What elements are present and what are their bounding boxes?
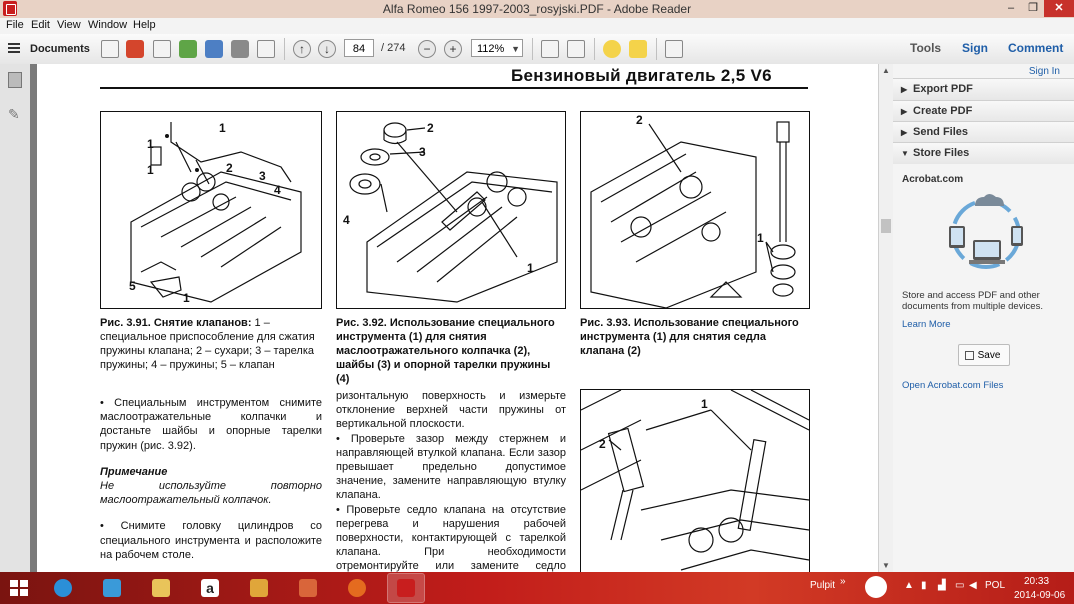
save-button[interactable] [958,344,1010,366]
volume-icon[interactable]: ◀ [969,580,977,591]
pdf-page [37,64,878,572]
attachment-icon[interactable]: ✎ [8,106,20,122]
edit-pdf-icon[interactable] [153,40,171,58]
fullscreen-icon[interactable] [665,40,683,58]
firefox-icon[interactable] [339,574,375,602]
menu-help[interactable]: Help [133,19,156,31]
note-text: Не используйте повторно маслоотражательный колпачок. [100,480,322,507]
signal-icon[interactable]: ▟ [938,580,946,591]
figure-3-91 [100,111,322,309]
maximize-button[interactable]: ❐ [1028,2,1038,14]
internet-explorer-icon[interactable] [45,574,81,602]
comment-bubble-icon[interactable] [603,40,621,58]
zoom-in-button[interactable]: + [444,40,462,58]
menu-window[interactable]: Window [88,19,128,31]
media-icon[interactable] [241,574,277,602]
sign-tab[interactable]: Sign [962,41,988,55]
paragraph: • Снимите головку цилиндров со специального инструмента и расположите на рабочем столе. [100,520,322,561]
chevron-down-icon: ▼ [511,44,520,54]
pulpit-toolbar[interactable]: Pulpit [810,580,836,591]
navigation-rail [0,64,31,572]
fit-page-icon[interactable] [541,40,559,58]
label-2: 2 [636,113,643,127]
label-4: 4 [274,183,281,197]
panel-label: Create PDF [913,105,973,117]
label-1: 1 [147,163,154,177]
panel-label: Store Files [913,147,970,159]
save-icon [965,351,974,360]
tools-side-panel [893,64,1074,572]
caption-3-91-text: 1 – специальное приспособление для сжатия пружины клапана; 2 – сухари; 3 – тарелка пружины; 4 – пружины; 5 – клапан [100,317,315,371]
scroll-thumb[interactable] [881,219,891,233]
menu-edit[interactable]: Edit [31,19,50,31]
send-files-panel[interactable] [893,121,1074,143]
label-1: 1 [147,137,154,151]
file-explorer-icon[interactable] [143,574,179,602]
scroll-up-icon[interactable]: ▲ [882,66,890,75]
upload-icon[interactable] [179,40,197,58]
save-label: Save [977,350,1001,361]
clock-date[interactable]: 2014-09-06 [1014,590,1066,601]
pages-icon[interactable] [8,72,22,88]
toolbar-expand-icon[interactable]: » [840,576,846,587]
figure-3-93 [580,111,810,309]
create-pdf-panel[interactable] [893,100,1074,122]
valve-guide-drawing [581,390,809,578]
label-5: 5 [129,279,136,293]
zoom-value: 112% [477,43,505,55]
export-pdf-panel[interactable] [893,78,1074,100]
menu-bar [0,18,1074,34]
acrobat-com-title: Acrobat.com [902,174,964,185]
panel-label: Send Files [913,126,969,138]
chevron-right-icon: ▶ [901,107,908,116]
windows-start-icon[interactable] [10,580,28,596]
network-icon[interactable]: ▭ [955,580,965,591]
next-page-icon[interactable]: ↓ [318,40,336,58]
label-4: 4 [343,213,350,227]
chevron-down-icon: ▼ [901,149,909,158]
caption-3-92: Рис. 3.92. Использование специального инструмента (1) для снятия маслоотражательного колпачка (2), шайбы (3) и опорной тарелки пружины (4) [336,317,555,385]
language-indicator[interactable]: POL [985,580,1006,591]
paragraph: • Специальным инструментом снимите маслоотражательные колпачки и достаньте шайбы и опорные тарелки пружин (рис. 3.92). [100,397,322,452]
window-title: Alfa Romeo 156 1997-2003_rosyjski.PDF - Adobe Reader [382,2,692,16]
learn-more-link[interactable]: Learn More [902,319,951,330]
header-rule [100,87,808,89]
adobe-reader-taskbar-icon[interactable] [388,574,424,602]
tools-tab[interactable]: Tools [910,41,942,55]
figure-3-92 [336,111,566,309]
page-number-input[interactable]: 84 [344,39,374,57]
figure-valve-guide [580,389,810,579]
page-total: / 274 [381,42,406,54]
caption-3-91-title: Рис. 3.91. Снятие клапанов: [100,317,252,329]
open-acrobat-files-link[interactable]: Open Acrobat.com Files [902,380,1004,391]
highlight-icon[interactable] [629,40,647,58]
tray-app-icon[interactable] [865,576,887,598]
zoom-select[interactable] [471,39,523,57]
paint-icon[interactable] [290,574,326,602]
label-1: 1 [183,291,190,305]
store-description: Store and access PDF and other documents from multiple devices. [902,290,1043,312]
store-icon[interactable] [94,574,130,602]
amazon-icon[interactable]: a [192,574,228,602]
power-icon[interactable]: ▮ [921,580,927,591]
page-header: Бензиновый двигатель 2,5 V6 [511,66,772,85]
clock-time[interactable]: 20:33 [1024,576,1050,587]
email-icon[interactable] [257,40,275,58]
documents-button[interactable]: Documents [30,43,90,55]
paragraph: • Проверьте зазор между стержнем и направляющей втулкой клапана. Если зазор превышает предельно допустимое значение, замените направляющую втулку клапана. [336,432,566,502]
valve-seal-tool-drawing [337,112,565,308]
close-button[interactable]: ✕ [1044,0,1074,17]
store-files-panel[interactable] [893,142,1074,164]
fit-width-icon[interactable] [567,40,585,58]
column-1-text [100,396,322,570]
caption-3-91 [100,316,322,372]
open-icon[interactable] [101,40,119,58]
taskbar [0,572,1074,604]
zoom-out-button[interactable]: − [418,40,436,58]
scroll-down-icon[interactable]: ▼ [882,561,890,570]
menu-file[interactable]: File [6,19,24,31]
engine-valve-drawing [101,112,321,308]
sign-in-link[interactable]: Sign In [1028,66,1060,77]
label-1: 1 [757,231,764,245]
label-3: 3 [259,169,266,183]
label-1: 1 [527,261,534,275]
save-icon[interactable] [205,40,223,58]
cloud-sync-icon [941,192,1031,276]
minimize-button[interactable]: – [1007,2,1015,14]
vertical-scrollbar[interactable] [878,64,894,572]
prev-page-icon[interactable]: ↑ [293,40,311,58]
title-bar [0,0,1074,19]
menu-view[interactable]: View [57,19,81,31]
note-heading: Примечание [100,465,168,478]
comment-tab[interactable]: Comment [1008,41,1064,55]
label-1: 1 [219,121,226,135]
print-icon[interactable] [231,40,249,58]
caption-3-93: Рис. 3.93. Использование специального инструмента (1) для снятия седла клапана (2) [580,317,799,357]
paragraph: ризонтальную поверхность и измерьте отклонение верхней части пружины от вертикальной плоскости. [336,390,566,431]
label-2: 2 [427,121,434,135]
menu-icon[interactable] [8,43,20,53]
label-1: 1 [701,397,708,411]
label-2: 2 [599,437,606,451]
label-2: 2 [226,161,233,175]
valve-seat-tool-drawing [581,112,809,308]
tray-expand-icon[interactable]: ▲ [904,580,914,591]
label-3: 3 [419,145,426,159]
panel-label: Export PDF [913,83,973,95]
create-pdf-icon[interactable] [126,40,144,58]
chevron-right-icon: ▶ [901,85,908,94]
column-2-text [336,389,566,602]
paragraph: • Проверьте седло клапана на отсутствие перегрева и нарушения рабочей поверхности, контактирующей с тарелкой клапана. При необходимости отремонтируйте или замените седло [336,503,566,573]
chevron-right-icon: ▶ [901,128,908,137]
